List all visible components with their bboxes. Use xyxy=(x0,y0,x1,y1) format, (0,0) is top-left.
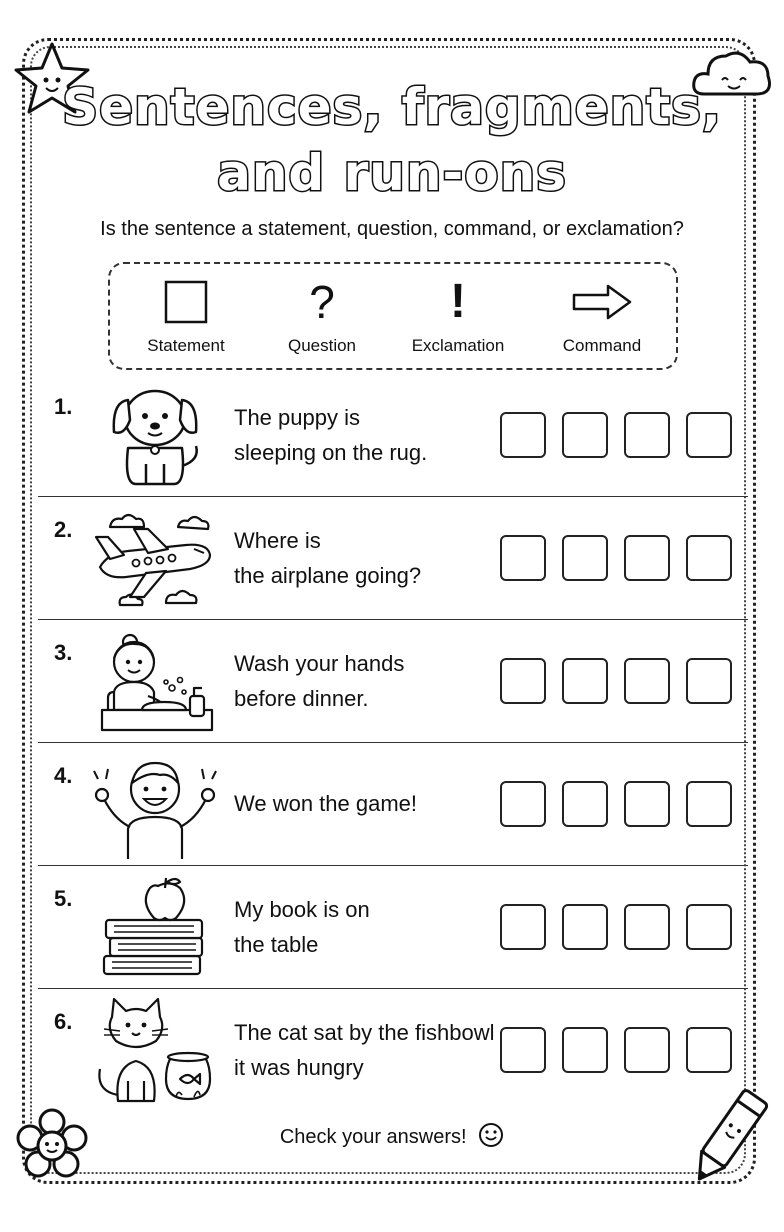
question-checkbox[interactable] xyxy=(562,904,608,950)
question-row-6 xyxy=(38,989,748,1111)
sentence-line-2: before dinner. xyxy=(234,686,369,711)
cat-and-fishbowl-icon xyxy=(90,995,220,1105)
legend-command xyxy=(532,274,672,356)
sentence-line-1: Where is xyxy=(234,527,321,553)
sentence-line-2: the table xyxy=(234,932,319,957)
sentence-text xyxy=(234,374,504,496)
question-checkbox[interactable] xyxy=(562,781,608,827)
legend-statement xyxy=(116,274,256,356)
question-checkbox[interactable] xyxy=(562,535,608,581)
arrow-right-icon xyxy=(570,282,634,322)
instruction-text: Is the sentence a statement, question, command, or exclamation? xyxy=(100,218,684,240)
question-checkbox[interactable] xyxy=(562,412,608,458)
legend-question xyxy=(252,274,392,356)
answer-boxes xyxy=(500,1027,740,1075)
statement-checkbox[interactable] xyxy=(500,658,546,704)
statement-checkbox[interactable] xyxy=(500,781,546,827)
airplane-icon xyxy=(90,503,220,613)
question-row-1 xyxy=(38,374,748,496)
sentence-line-2: it was hungry xyxy=(234,1055,364,1080)
question-number: 5. xyxy=(54,886,73,911)
question-row-3 xyxy=(38,620,748,742)
legend-label: Command xyxy=(562,336,642,355)
statement-checkbox[interactable] xyxy=(500,904,546,950)
answer-boxes xyxy=(500,535,740,583)
question-number: 2. xyxy=(54,517,73,542)
exclamation-checkbox[interactable] xyxy=(624,904,670,950)
command-checkbox[interactable] xyxy=(686,535,732,581)
sentence-line-2: sleeping on the rug. xyxy=(234,440,428,465)
sentence-text xyxy=(234,620,504,742)
command-checkbox[interactable] xyxy=(686,1027,732,1073)
question-number: 3. xyxy=(54,640,73,665)
statement-checkbox[interactable] xyxy=(500,1027,546,1073)
question-checkbox[interactable] xyxy=(562,1027,608,1073)
sentence-text xyxy=(234,497,504,619)
legend-label: Exclamation xyxy=(411,336,505,355)
books-with-apple-icon xyxy=(90,872,220,982)
sentence-text xyxy=(234,743,504,865)
question-checkbox[interactable] xyxy=(562,658,608,704)
sentence-text xyxy=(234,989,504,1111)
cheering-boy-icon xyxy=(90,749,220,859)
exclamation-mark-icon: ! xyxy=(450,275,466,328)
puppy-icon xyxy=(90,380,220,490)
question-number: 1. xyxy=(54,394,73,419)
command-checkbox[interactable] xyxy=(686,412,732,458)
sentence-line-1: We won the game! xyxy=(234,791,418,817)
sentence-line-1: Wash your hands xyxy=(234,650,405,676)
question-row-4 xyxy=(38,743,748,865)
question-row-5 xyxy=(38,866,748,988)
sentence-line-1: My book is on xyxy=(234,896,370,922)
statement-checkbox[interactable] xyxy=(500,535,546,581)
question-number: 6. xyxy=(54,1009,73,1034)
command-checkbox[interactable] xyxy=(686,658,732,704)
question-mark-icon: ? xyxy=(309,276,335,328)
footer-text: Check your answers! xyxy=(279,1126,467,1148)
legend-box xyxy=(108,262,678,370)
page-title-line-2: and run-ons xyxy=(217,144,567,202)
exclamation-checkbox[interactable] xyxy=(624,535,670,581)
question-number: 4. xyxy=(54,763,73,788)
page-title-line-1: Sentences, fragments, xyxy=(62,78,722,136)
legend-label: Question xyxy=(287,336,357,355)
question-row-2 xyxy=(38,497,748,619)
smiley-face-icon xyxy=(478,1122,504,1148)
sentence-text xyxy=(234,866,504,988)
empty-square-icon xyxy=(163,279,209,325)
answer-boxes xyxy=(500,781,740,829)
exclamation-checkbox[interactable] xyxy=(624,781,670,827)
sentence-line-2: the airplane going? xyxy=(234,563,422,588)
exclamation-checkbox[interactable] xyxy=(624,1027,670,1073)
answer-boxes xyxy=(500,412,740,460)
exclamation-checkbox[interactable] xyxy=(624,658,670,704)
answer-boxes xyxy=(500,904,740,952)
girl-washing-hands-icon xyxy=(90,626,220,736)
sentence-line-1: The puppy is xyxy=(234,404,360,430)
footer xyxy=(0,1122,784,1149)
command-checkbox[interactable] xyxy=(686,904,732,950)
exclamation-checkbox[interactable] xyxy=(624,412,670,458)
answer-boxes xyxy=(500,658,740,706)
sentence-line-1: The cat sat by the fishbowl xyxy=(234,1019,495,1045)
legend-label: Statement xyxy=(147,336,225,355)
legend-exclamation xyxy=(388,274,528,356)
statement-checkbox[interactable] xyxy=(500,412,546,458)
command-checkbox[interactable] xyxy=(686,781,732,827)
